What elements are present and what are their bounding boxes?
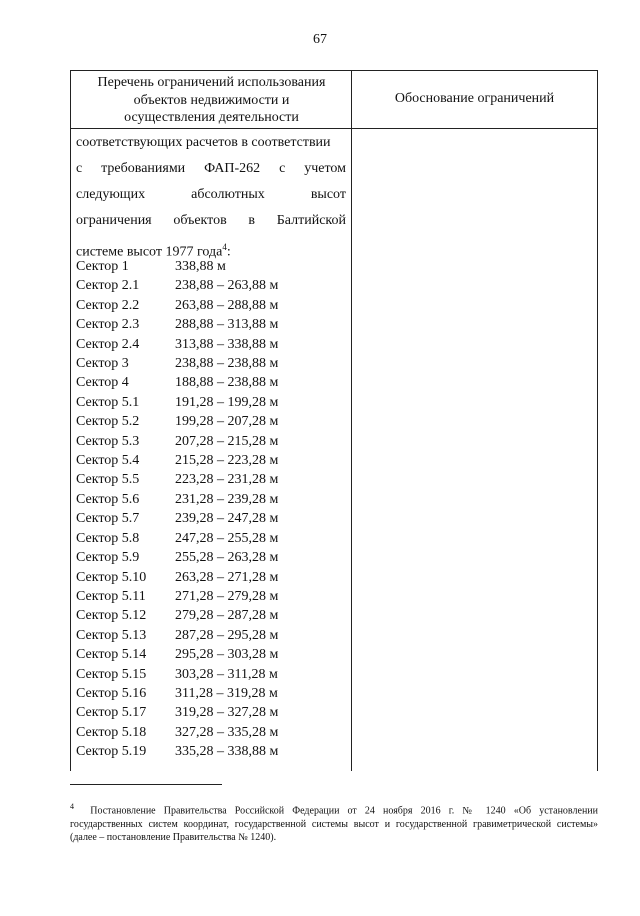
header-left-line: Перечень ограничений использования [97,75,326,90]
sector-row [76,703,278,722]
sector-row [76,606,278,625]
sector-name: Сектор 5.6 [76,491,140,507]
header-right-cell: Обоснование ограничений [394,91,555,106]
sector-row [76,373,278,392]
sector-row [76,335,278,354]
paragraph-line: с требованиями ФАП-262 с учетом [76,161,346,176]
sector-height-value: 335,28 – 338,88 м [175,744,279,760]
header-left-cell [72,74,351,127]
sector-name: Сектор 5.3 [76,433,140,449]
sector-height-value: 239,28 – 247,28 м [175,511,279,527]
sector-height-value: 191,28 – 199,28 м [175,394,279,410]
sector-row [76,354,278,373]
sector-name: Сектор 5.8 [76,530,140,546]
sector-row [76,315,278,334]
sector-name: Сектор 5.18 [76,724,147,740]
sector-name: Сектор 5.9 [76,550,140,566]
sector-name: Сектор 2.1 [76,278,140,294]
sector-name: Сектор 5.12 [76,608,147,624]
restriction-paragraph [76,130,346,266]
sector-height-value: 338,88 м [175,259,226,274]
footnote-line-3: (далее – постановление Правительства № 1240). [70,832,277,844]
sector-row [76,451,278,470]
restrictions-table [70,70,598,771]
table-column-divider [351,70,352,771]
sector-name: Сектор 5.1 [76,394,140,410]
footnote-line-2: государственных систем координат, государственной системы высот и государственной гравиметрической системы» [70,818,598,830]
sector-height-value: 327,28 – 335,28 м [175,724,279,740]
sector-row [76,587,278,606]
sector-name: Сектор 2.2 [76,297,140,313]
sector-height-value: 313,88 – 338,88 м [175,336,279,352]
sector-row [76,645,278,664]
sector-name: Сектор 5.4 [76,453,140,469]
sector-name: Сектор 5.14 [76,647,147,663]
sector-row [76,665,278,684]
sector-row [76,257,278,276]
sector-height-value: 263,28 – 271,28 м [175,569,279,585]
sector-height-value: 288,88 – 313,88 м [175,317,279,333]
paragraph-line: системе высот 1977 года [76,244,223,260]
sector-name: Сектор 5.7 [76,511,140,527]
sector-row [76,490,278,509]
sector-height-value: 303,28 – 311,28 м [175,666,278,682]
sector-height-value: 215,28 – 223,28 м [175,453,279,469]
sector-row [76,432,278,451]
footnote [70,800,598,845]
sector-row [76,568,278,587]
sector-height-value: 199,28 – 207,28 м [175,414,279,430]
sector-name: Сектор 4 [76,375,129,391]
sector-row [76,723,278,742]
table-border-top [70,70,598,71]
paragraph-line: ограничения объектов в Балтийской [76,213,346,228]
sector-height-value: 319,28 – 327,28 м [175,705,279,721]
sector-row [76,412,278,431]
sector-height-value: 263,88 – 288,88 м [175,297,279,313]
sector-row [76,276,278,295]
table-border-right [597,70,598,771]
sector-height-value: 271,28 – 279,28 м [175,588,279,604]
footnote-marker: 4 [70,802,74,811]
footnote-separator [70,784,222,785]
sector-height-value: 247,28 – 255,28 м [175,530,279,546]
sector-row [76,626,278,645]
sector-row [76,742,278,761]
sector-list [76,257,278,762]
header-divider [70,128,598,129]
sector-height-value: 207,28 – 215,28 м [175,433,279,449]
sector-height-value: 295,28 – 303,28 м [175,647,279,663]
sector-height-value: 279,28 – 287,28 м [175,608,279,624]
sector-name: Сектор 5.16 [76,685,147,701]
sector-height-value: 188,88 – 238,88 м [175,375,279,391]
sector-height-value: 287,28 – 295,28 м [175,627,279,643]
sector-name: Сектор 5.15 [76,666,147,682]
sector-name: Сектор 5.19 [76,744,147,760]
header-left-line: объектов недвижимости и [133,92,290,108]
sector-row [76,529,278,548]
sector-height-value: 238,88 – 238,88 м [175,356,279,372]
sector-height-value: 231,28 – 239,28 м [175,491,279,507]
sector-name: Сектор 2.4 [76,336,140,352]
footnote-reference: 4 [222,242,227,252]
sector-row [76,470,278,489]
paragraph-line: соответствующих расчетов в соответствии [76,135,331,150]
paragraph-end: : [226,244,231,260]
sector-row [76,296,278,315]
sector-name: Сектор 5.5 [76,472,140,488]
page-number: 67 [313,32,327,47]
sector-name: Сектор 3 [76,356,129,372]
sector-name: Сектор 5.13 [76,627,147,643]
sector-height-value: 311,28 – 319,28 м [175,685,278,701]
header-left-line: осуществления деятельности [124,110,299,125]
sector-name: Сектор 1 [76,259,129,274]
sector-row [76,684,278,703]
sector-row [76,393,278,412]
sector-name: Сектор 2.3 [76,317,140,333]
sector-row [76,509,278,528]
sector-height-value: 238,88 – 263,88 м [175,278,279,294]
sector-name: Сектор 5.2 [76,414,140,430]
sector-name: Сектор 5.10 [76,569,147,585]
sector-name: Сектор 5.11 [76,588,146,604]
paragraph-line: следующих абсолютных высот [76,187,346,202]
footnote-text: Постановление Правительства Российской Федерации от 24 ноября 2016 г. № 1240 «Об установлении [90,805,598,817]
sector-name: Сектор 5.17 [76,705,147,721]
table-border-left [70,70,71,771]
sector-row [76,548,278,567]
sector-height-value: 255,28 – 263,28 м [175,550,279,566]
sector-height-value: 223,28 – 231,28 м [175,472,279,488]
footnote-line-1 [70,800,598,818]
